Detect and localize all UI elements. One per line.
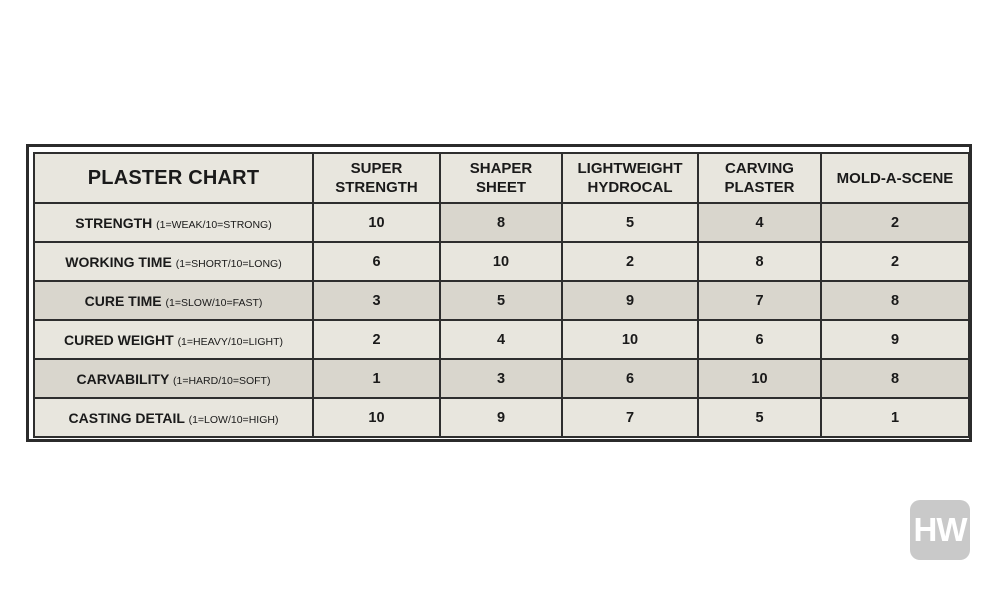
table-row [34,242,969,281]
row-scale: (1=LOW/10=HIGH) [188,413,279,426]
column-header [821,153,969,203]
table-cell: 4 [440,320,562,359]
table-cell: 9 [821,320,969,359]
table-cell: 5 [440,281,562,320]
table-cell: 8 [698,242,821,281]
column-header [562,153,698,203]
column-header-line: CARVING [725,160,794,177]
table-cell: 2 [821,242,969,281]
table-row [34,320,969,359]
table-row [34,359,969,398]
column-header-line: SHAPER [469,160,533,177]
row-header [34,359,313,398]
table-cell: 1 [821,398,969,437]
column-header-line: SUPER [350,160,403,177]
row-label: CURED WEIGHT [64,331,174,348]
row-label: WORKING TIME [65,253,172,270]
table-cell: 8 [821,359,969,398]
table-cell: 3 [440,359,562,398]
table-cell: 3 [313,281,440,320]
row-label: STRENGTH [75,214,153,231]
column-header-line: HYDROCAL [587,179,673,196]
row-header [34,320,313,359]
hw-watermark-logo: HW [910,500,970,560]
row-header [34,203,313,242]
row-scale: (1=SHORT/10=LONG) [175,257,282,270]
table-cell: 1 [313,359,440,398]
table-cell: 6 [698,320,821,359]
table-cell: 2 [313,320,440,359]
row-label: CURE TIME [84,292,162,309]
table-cell: 7 [562,398,698,437]
table-cell: 5 [562,203,698,242]
column-header-line: MOLD-A-SCENE [836,169,954,187]
table-cell: 10 [313,398,440,437]
table-cell: 10 [313,203,440,242]
plaster-chart-table [33,152,970,438]
table-cell: 5 [698,398,821,437]
table-cell: 9 [440,398,562,437]
column-header [440,153,562,203]
table-cell: 6 [313,242,440,281]
table-row [34,398,969,437]
column-header [313,153,440,203]
column-header [698,153,821,203]
row-label: CASTING DETAIL [68,409,185,426]
table-cell: 7 [698,281,821,320]
table-cell: 10 [698,359,821,398]
table-cell: 2 [821,203,969,242]
row-header [34,398,313,437]
row-scale: (1=HEAVY/10=LIGHT) [177,335,283,348]
table-cell: 8 [821,281,969,320]
table-cell: 8 [440,203,562,242]
row-scale: (1=HARD/10=SOFT) [173,374,271,387]
table-row [34,281,969,320]
table-cell: 2 [562,242,698,281]
column-header-line: STRENGTH [335,179,418,196]
row-scale: (1=SLOW/10=FAST) [165,296,263,309]
column-header-line: LIGHTWEIGHT [577,160,683,177]
row-scale: (1=WEAK/10=STRONG) [156,218,272,231]
column-header-line: PLASTER [724,179,795,196]
table-cell: 10 [562,320,698,359]
table-cell: 4 [698,203,821,242]
row-header [34,242,313,281]
table-row [34,203,969,242]
table-cell: 6 [562,359,698,398]
row-label: CARVABILITY [76,370,170,387]
header-row [34,153,969,203]
chart-title: PLASTER CHART [34,153,313,203]
table-cell: 10 [440,242,562,281]
row-header [34,281,313,320]
table-cell: 9 [562,281,698,320]
column-header-line: SHEET [475,179,526,196]
